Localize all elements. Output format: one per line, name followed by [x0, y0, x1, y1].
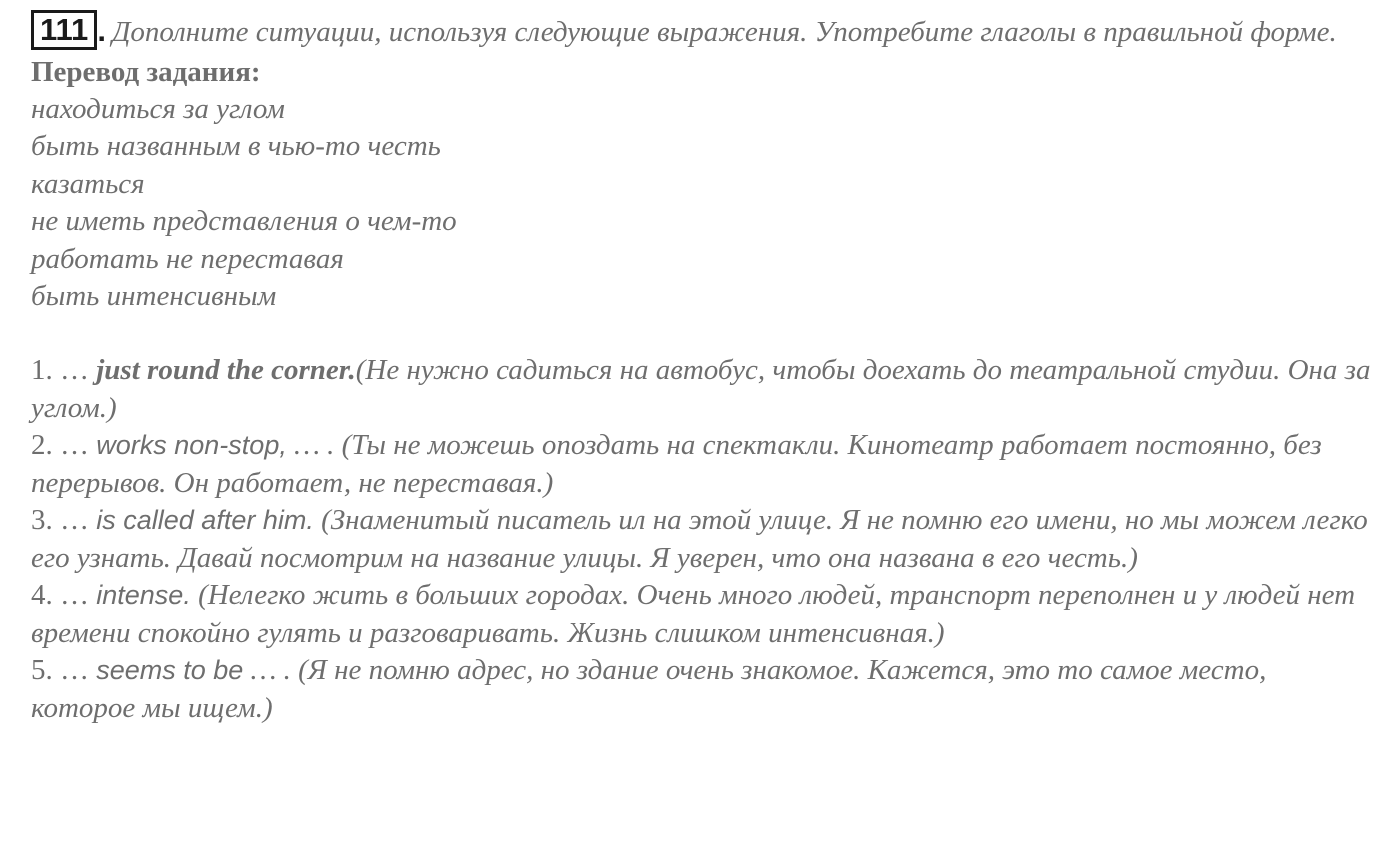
exercise-number-dot: . [97, 13, 106, 48]
answer-number: 1. … [31, 354, 97, 387]
exercise-header [31, 10, 1371, 51]
translation-title: Перевод задания: [31, 56, 261, 88]
answer-russian: (Нелегко жить в больших городах. Очень много людей, транспорт переполнен и у людей нет времени спокойно гулять и разговаривать. Жизнь слишком интенсивная.) [31, 579, 1356, 649]
answer-number: 4. … [31, 579, 97, 612]
phrase-item: быть интенсивным [31, 280, 277, 313]
phrase-item: работать не переставая [31, 242, 344, 275]
answer-item-1 [31, 352, 1371, 427]
answer-english: just round the corner. [96, 354, 356, 387]
phrase-item: находиться за углом [31, 93, 285, 125]
exercise-number-box: 111 [31, 10, 97, 50]
answer-english: is called after him. [96, 505, 314, 536]
answer-russian: (Не нужно садиться на автобус, чтобы доехать до театральной студии. Она за углом.) [31, 354, 1371, 424]
phrase-item: казаться [31, 167, 145, 200]
answer-english: intense. [96, 580, 191, 611]
exercise-page [31, 10, 1371, 727]
answer-number: 2. … [31, 429, 97, 462]
answer-number: 5. … [31, 654, 97, 687]
answer-russian: … . (Я не помню адрес, но здание очень знакомое. Кажется, это то самое место, которое мы ищем.) [31, 654, 1267, 724]
answer-english: seems to be [96, 655, 244, 686]
phrase-list [31, 91, 1371, 315]
phrase-item: быть названным в чью-то честь [31, 130, 441, 163]
answer-number: 3. … [31, 504, 97, 537]
answer-english: works non-stop, [96, 430, 287, 461]
answer-item-4 [31, 577, 1371, 652]
answer-russian: (Знаменитый писатель ил на этой улице. Я не помню его имени, но мы можем легко его узнать. Давай посмотрим на название улицы. Я уверен, что она названа в его честь.) [31, 504, 1368, 574]
answer-list [31, 352, 1371, 727]
answer-item-5 [31, 652, 1371, 727]
answer-item-3 [31, 502, 1371, 577]
answer-russian: … . (Ты не можешь опоздать на спектакли. Кинотеатр работает постоянно, без перерывов. Он работает, не переставая.) [31, 429, 1322, 499]
phrase-item: не иметь представления о чем-то [31, 205, 457, 238]
exercise-instruction: Дополните ситуации, используя следующие выражения. Употребите глаголы в правильной форме. [111, 16, 1337, 48]
answer-item-2 [31, 427, 1371, 502]
